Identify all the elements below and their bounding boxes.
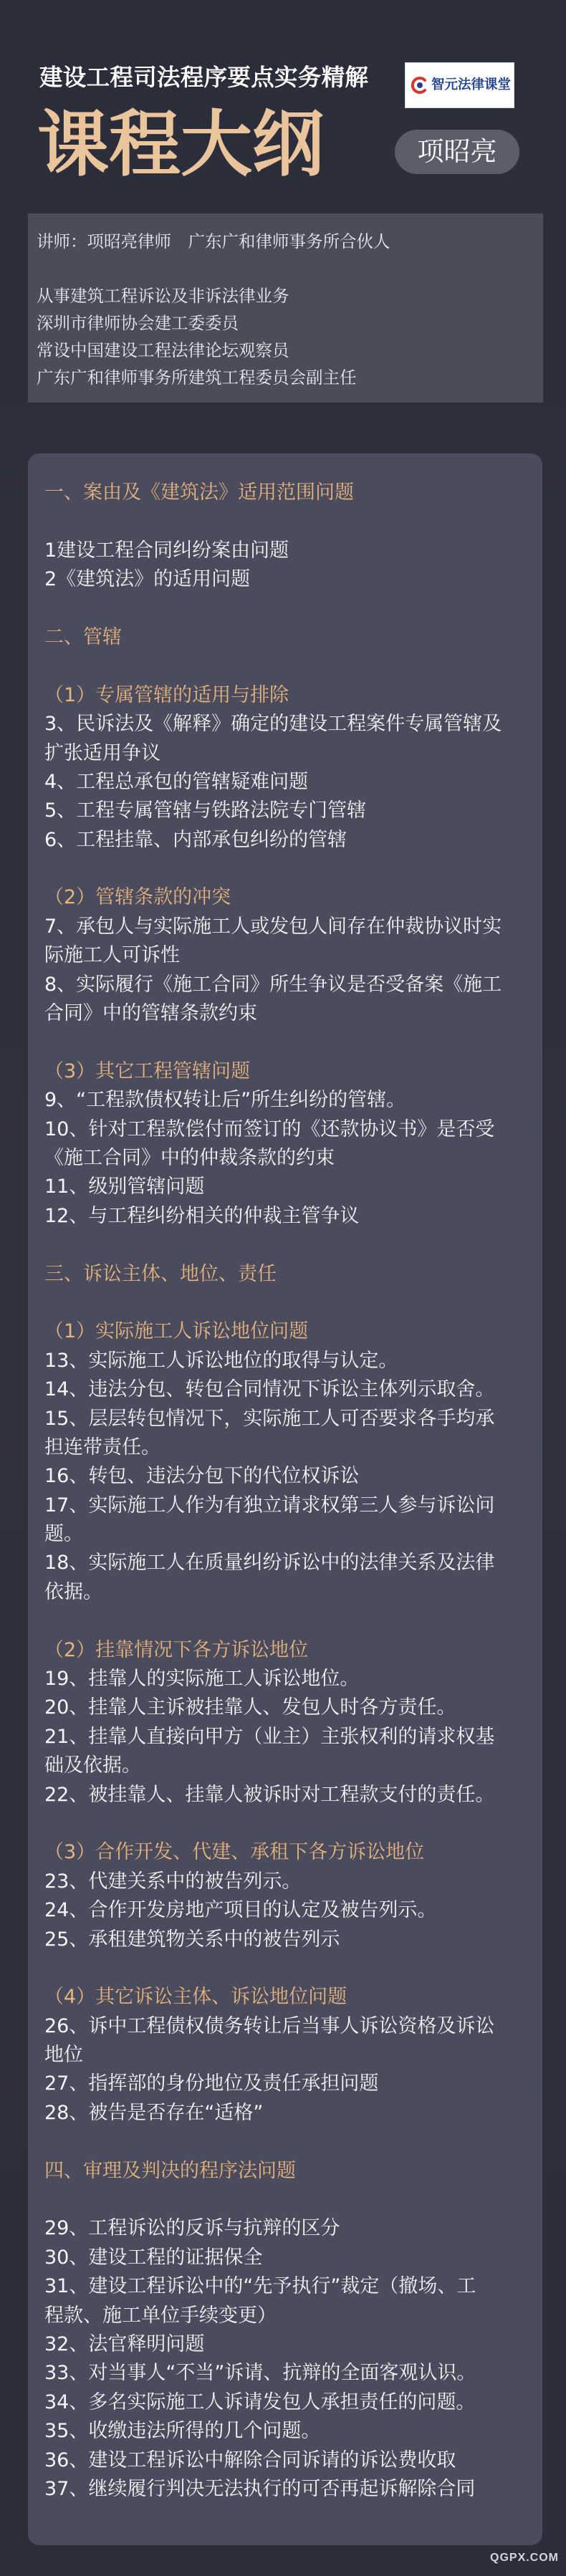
outline-item <box>44 797 526 825</box>
outline-item <box>44 565 526 594</box>
outline-item-line: 担连带责任。 <box>44 1436 160 1458</box>
outline-item <box>44 1086 526 1115</box>
outline-item <box>44 1462 526 1491</box>
outline-item <box>44 1115 526 1173</box>
line-spacer <box>44 1028 526 1057</box>
outline-item-line: 6、工程挂靠、内部承包纠纷的管辖 <box>44 828 347 851</box>
outline-item-line: 18、实际施工人在质量纠纷诉讼中的法律关系及法律 <box>44 1552 495 1575</box>
outline-item <box>44 1375 526 1404</box>
outline-item-line: 11、级别管辖问题 <box>44 1176 205 1198</box>
outline-item <box>44 2070 526 2098</box>
outline-item-line: 26、诉中工程债权债务转让后当事人诉讼资格及诉讼 <box>44 2014 495 2037</box>
outline-item-line: 28、被告是否存在“适格” <box>44 2101 264 2124</box>
outline-item <box>44 2012 526 2070</box>
outline-item-line: 21、挂靠人直接向甲方（业主）主张权利的请求权基 <box>44 1725 495 1748</box>
outline-item-line: 27、指挥部的身份地位及责任承担问题 <box>44 2072 379 2095</box>
subsection-heading: （1）实际施工人诉讼地位问题 <box>44 1320 309 1343</box>
outline-item-line: 9、“工程款债权转让后”所生纠纷的管辖。 <box>44 1089 406 1112</box>
outline-item-line: 地位 <box>44 2044 83 2067</box>
outline-item-line: 19、挂靠人的实际施工人诉讼地位。 <box>44 1668 360 1691</box>
outline-item <box>44 2214 526 2243</box>
outline-item <box>44 1173 526 1201</box>
section-heading: 二、管辖 <box>44 625 122 648</box>
outline-item <box>44 2099 526 2128</box>
outline-item-line: 3、民诉法及《解释》确定的建设工程案件专属管辖及 <box>44 713 502 736</box>
outline-item <box>44 768 526 797</box>
outline-item <box>44 1868 526 1896</box>
line-spacer <box>44 1289 526 1317</box>
outline-item-line: 7、承包人与实际施工人或发包人间存在仲裁协议时实 <box>44 915 502 938</box>
subsection-heading: （2）管辖条款的冲突 <box>44 886 231 909</box>
lecturer-line: 讲师：项昭亮律师 广东广和律师事务所合伙人 <box>37 231 390 251</box>
outline-item <box>44 2272 526 2330</box>
outline-item-line: 12、与工程纠纷相关的仲裁主管争议 <box>44 1204 360 1227</box>
outline-item-line: 14、违法分包、转包合同情况下诉讼主体列示取舍。 <box>44 1378 495 1401</box>
outline-item-line: 础及依据。 <box>44 1754 141 1777</box>
outline-item-line: 23、代建关系中的被告列示。 <box>44 1870 302 1893</box>
outline-item-line: 32、法官释明问题 <box>44 2333 205 2355</box>
subsection-heading: （3）其它工程管辖问题 <box>44 1059 251 1082</box>
outline-item-line: 10、针对工程款偿付而签订的《还款协议书》是否受 <box>44 1118 495 1140</box>
outline-item-line: 22、被挂靠人、挂靠人被诉时对工程款支付的责任。 <box>44 1783 495 1806</box>
outline-item-line: 1建设工程合同纠纷案由问题 <box>44 539 289 562</box>
lecturer-badge: 项昭亮 <box>395 130 519 174</box>
outline-item <box>44 913 526 971</box>
line-spacer <box>44 507 526 536</box>
outline-item <box>44 1693 526 1722</box>
section-heading: 一、案由及《建筑法》适用范围问题 <box>44 481 354 504</box>
bio-line: 广东广和律师事务所建筑工程委员会副主任 <box>37 367 357 388</box>
outline-item <box>44 2388 526 2417</box>
brand-logo <box>405 62 514 108</box>
outline-item-line: 37、继续履行判决无法执行的可否再起诉解除合同 <box>44 2477 476 2500</box>
outline-item-line: 36、建设工程诉讼中解除合同诉请的诉讼费收取 <box>44 2448 456 2471</box>
subsection-heading: （1）专属管辖的适用与排除 <box>44 683 289 706</box>
line-spacer <box>44 2128 526 2156</box>
outline-item <box>44 1405 526 1463</box>
course-subtitle: 建设工程司法程序要点实务精解 <box>39 64 369 91</box>
outline-item-line: 34、多名实际施工人诉请发包人承担责任的问题。 <box>44 2390 476 2413</box>
outline-item-line: 4、工程总承包的管辖疑难问题 <box>44 770 309 793</box>
outline-item-line: 33、对当事人“不当”诉请、抗辩的全面客观认识。 <box>44 2362 476 2385</box>
outline-item <box>44 537 526 565</box>
subsection-heading: （4）其它诉讼主体、诉讼地位问题 <box>44 1986 347 2009</box>
outline-item-line: 25、承租建筑物关系中的被告列示 <box>44 1928 340 1951</box>
outline-item-line: 35、收缴违法所得的几个问题。 <box>44 2420 321 2443</box>
outline-item-line: 17、实际施工人作为有独立请求权第三人参与诉讼问 <box>44 1494 495 1517</box>
outline-item <box>44 1202 526 1231</box>
outline-item <box>44 1491 526 1549</box>
outline-item-line: 《施工合同》中的仲裁条款的约束 <box>44 1146 335 1169</box>
outline-item-line: 29、工程诉讼的反诉与抗辩的区分 <box>44 2217 340 2240</box>
brand-logo-text: 智元法律课堂 <box>431 77 512 92</box>
bio-line: 常设中国建设工程法律论坛观察员 <box>37 340 289 360</box>
outline-item <box>44 826 526 855</box>
brand-logo-icon <box>409 75 429 95</box>
section-heading: 三、诉讼主体、地位、责任 <box>44 1262 277 1285</box>
outline-item <box>44 1896 526 1925</box>
outline-item <box>44 710 526 768</box>
outline-item-line: 程款、施工单位手续变更） <box>44 2304 277 2327</box>
outline-item-line: 16、转包、违法分包下的代位权诉讼 <box>44 1465 360 1488</box>
outline-card <box>28 453 542 2545</box>
outline-item <box>44 1549 526 1607</box>
outline-item <box>44 2244 526 2272</box>
line-spacer <box>44 652 526 681</box>
outline-item <box>44 1665 526 1693</box>
section-heading: 四、审理及判决的程序法问题 <box>44 2159 296 2182</box>
outline-item <box>44 2330 526 2359</box>
outline-item-line: 31、建设工程诉讼中的“先予执行”裁定（撤场、工 <box>44 2275 476 2298</box>
outline-item <box>44 971 526 1029</box>
line-spacer <box>44 1954 526 1983</box>
outline-item-line: 2《建筑法》的适用问题 <box>44 568 251 591</box>
outline-item <box>44 2475 526 2504</box>
bio-line: 深圳市律师协会建工委委员 <box>37 313 239 333</box>
outline-item-line: 30、建设工程的证据保全 <box>44 2246 263 2269</box>
line-spacer <box>44 595 526 623</box>
outline-item-line: 8、实际履行《施工合同》所生争议是否受备案《施工 <box>44 973 502 996</box>
outline-item-line: 15、层层转包情况下，实际施工人可否要求各手均承 <box>44 1407 495 1430</box>
outline-item-line: 20、挂靠人主诉被挂靠人、发包人时各方责任。 <box>44 1696 456 1719</box>
lecturer-info-box <box>28 213 543 403</box>
page-title: 课程大纲 <box>37 102 324 186</box>
outline-item-line: 题。 <box>44 1523 83 1546</box>
outline-item <box>44 1723 526 1781</box>
outline-item <box>44 1347 526 1375</box>
outline-item-line: 扩张适用争议 <box>44 741 160 764</box>
subsection-heading: （2）挂靠情况下各方诉讼地位 <box>44 1638 309 1661</box>
outline-item-line: 际施工人可诉性 <box>44 944 180 967</box>
outline-item <box>44 2359 526 2388</box>
outline-item <box>44 2417 526 2446</box>
outline-item-line: 24、合作开发房地产项目的认定及被告列示。 <box>44 1899 437 1922</box>
line-spacer <box>37 255 534 282</box>
outline-item-line: 5、工程专属管辖与铁路法院专门管辖 <box>44 799 367 822</box>
line-spacer <box>44 1607 526 1635</box>
line-spacer <box>44 1231 526 1259</box>
bio-line: 从事建筑工程诉讼及非诉法律业务 <box>37 286 289 306</box>
outline-item-line: 依据。 <box>44 1580 102 1603</box>
subsection-heading: （3）合作开发、代建、承租下各方诉讼地位 <box>44 1841 425 1864</box>
site-watermark: QGPX.COM <box>490 2552 560 2564</box>
line-spacer <box>44 1810 526 1838</box>
outline-item <box>44 1781 526 1810</box>
outline-item-line: 合同》中的管辖条款约束 <box>44 1002 257 1025</box>
line-spacer <box>44 855 526 883</box>
line-spacer <box>44 2186 526 2214</box>
outline-item-line: 13、实际施工人诉讼地位的取得与认定。 <box>44 1349 398 1372</box>
outline-item <box>44 2446 526 2475</box>
outline-item <box>44 1926 526 1954</box>
